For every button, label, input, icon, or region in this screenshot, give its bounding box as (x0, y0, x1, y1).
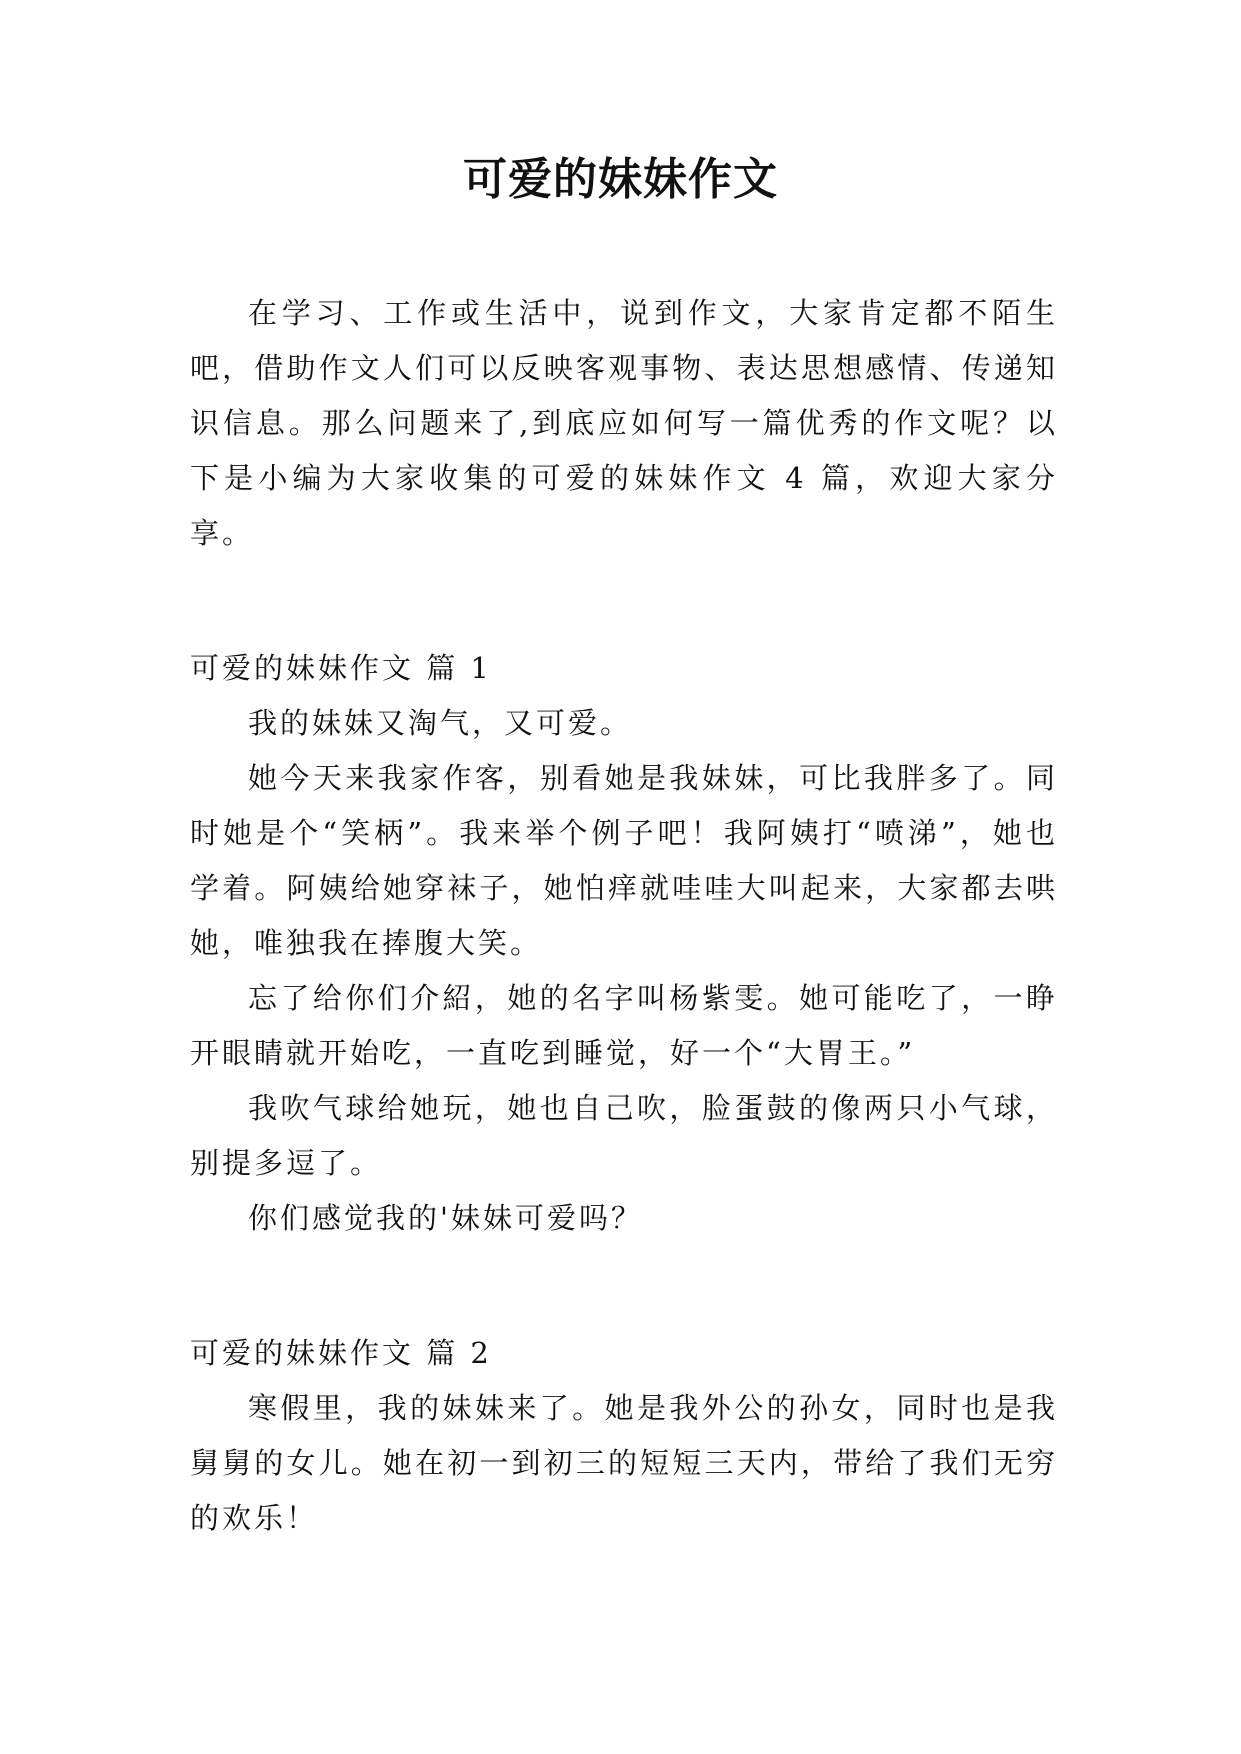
document-title: 可爱的妹妹作文 (463, 154, 778, 205)
spacer (190, 1246, 1058, 1326)
section-1-paragraph-1: 我的妹妹又淘气，又可爱。 (248, 706, 633, 740)
spacer (190, 561, 1058, 641)
section-1-paragraph-4: 我吹气球给她玩，她也自己吹，脸蛋鼓的像两只小气球，别提多逗了。 (190, 1091, 1058, 1180)
section-1-paragraph-2: 她今天来我家作客，别看她是我妹妹，可比我胖多了。同时她是个“笑柄”。我来举个例子吧！我阿姨打“喷涕”，她也学着。阿姨给她穿袜子，她怕痒就哇哇大叫起来，大家都去哄她，唯独我在捧腹大笑。 (190, 761, 1058, 960)
section-2-paragraph-1: 寒假里，我的妹妹来了。她是我外公的孙女，同时也是我舅舅的女儿。她在初一到初三的短短三天内，带给了我们无穷的欢乐！ (190, 1391, 1058, 1535)
document-body (190, 286, 1058, 1546)
section-1-paragraph-5: 你们感觉我的'妹妹可爱吗？ (248, 1201, 643, 1235)
section-heading-2: 可爱的妹妹作文 篇 2 (190, 1336, 492, 1370)
section-1-paragraph-3: 忘了给你们介紹，她的名字叫杨紫雯。她可能吃了，一睁开眼睛就开始吃，一直吃到睡觉，好一个“大胃王。” (190, 981, 1058, 1070)
section-heading-1: 可爱的妹妹作文 篇 1 (190, 651, 492, 685)
intro-paragraph: 在学习、工作或生活中，说到作文，大家肯定都不陌生吧，借助作文人们可以反映客观事物、表达思想感情、传递知识信息。那么问题来了,到底应如何写一篇优秀的作文呢？以下是小编为大家收集的可爱的妹妹作文 4 篇，欢迎大家分享。 (190, 296, 1058, 550)
